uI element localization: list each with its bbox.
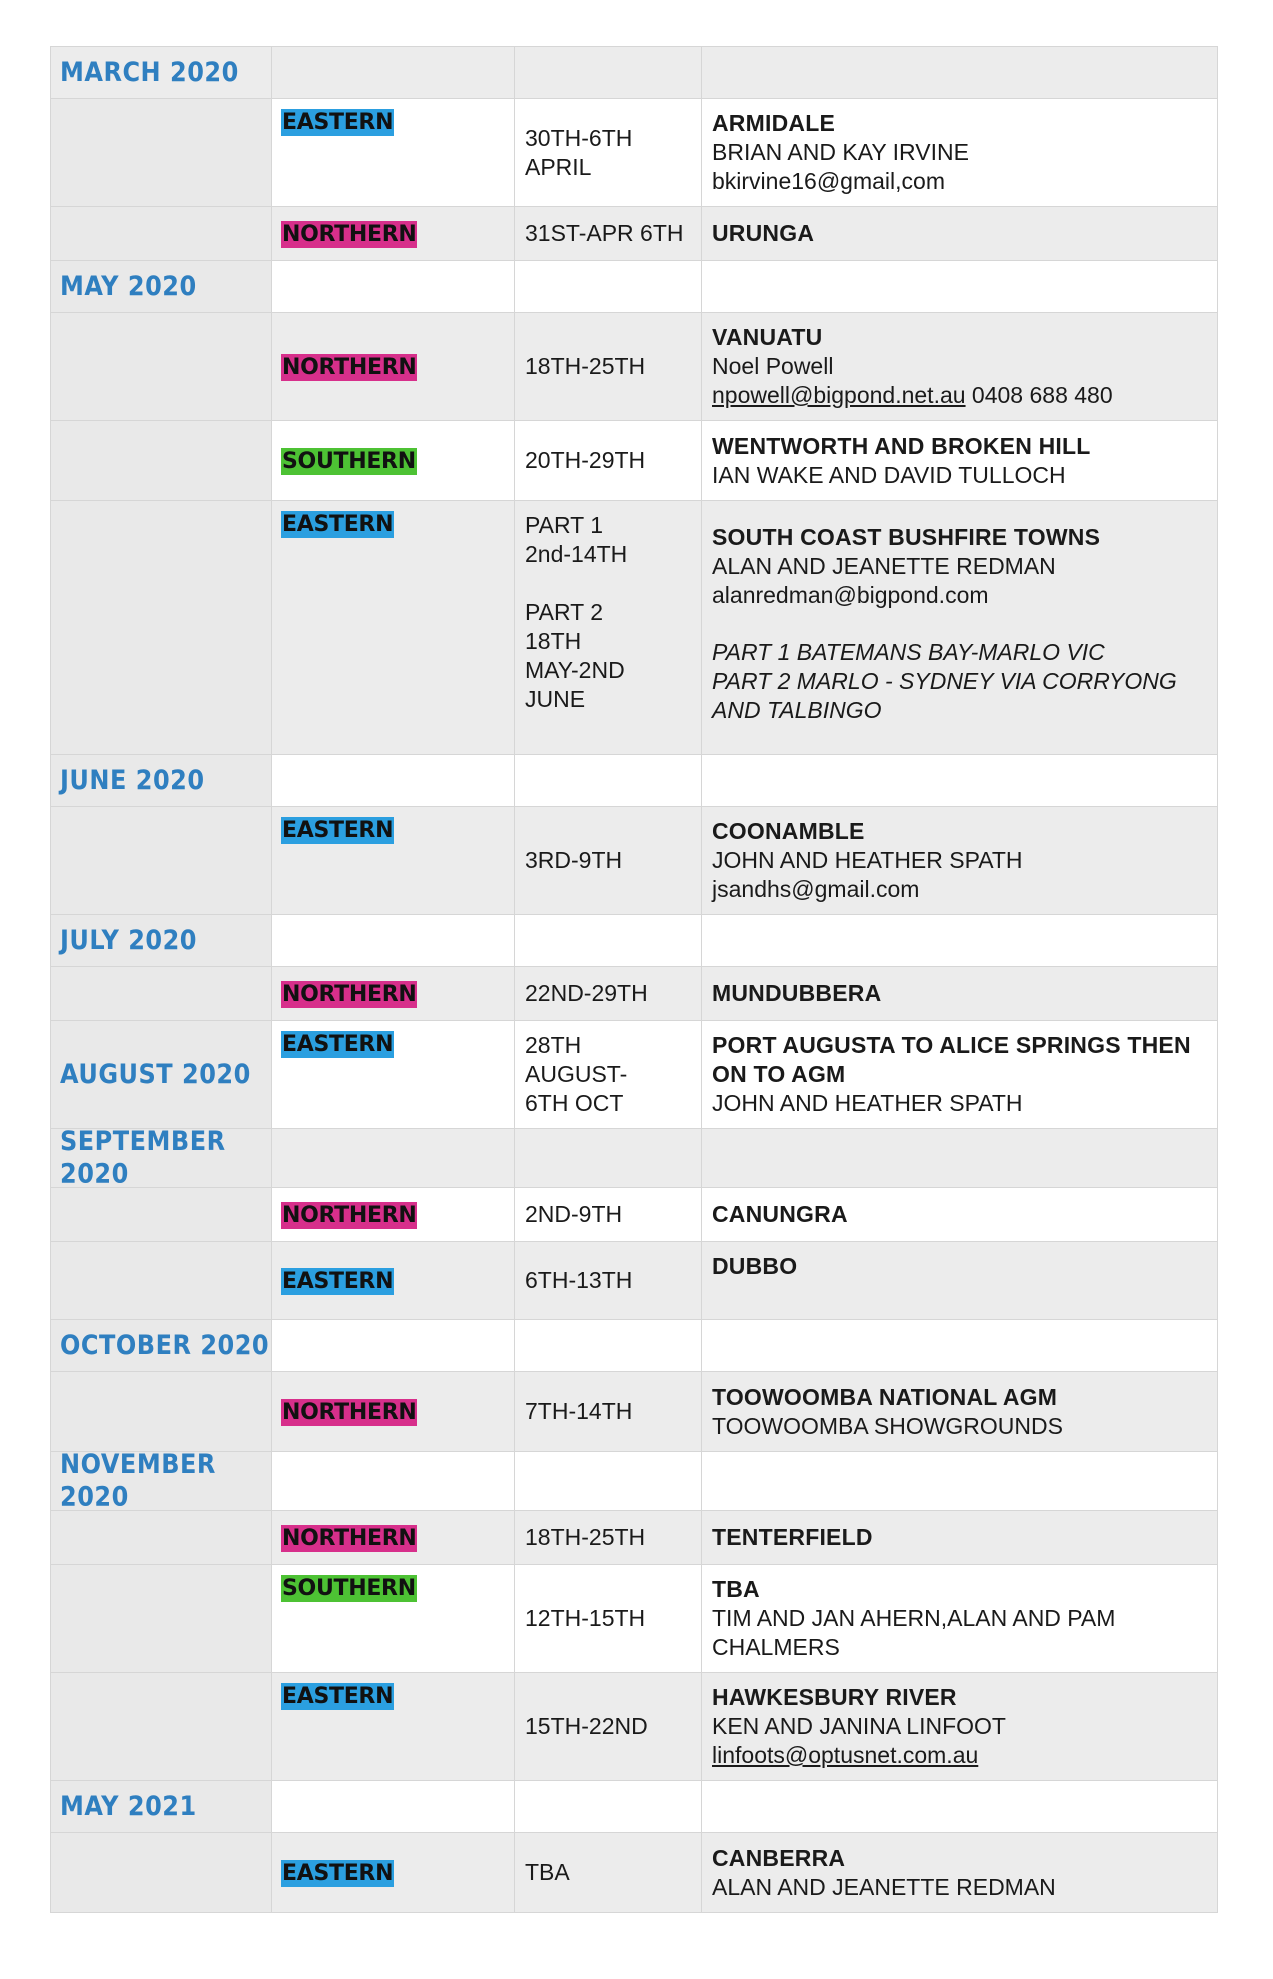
event-row	[51, 1833, 1218, 1913]
month-cell	[51, 1448, 272, 1513]
event-title: URUNGA	[712, 220, 815, 246]
event-title: TOOWOOMBA NATIONAL AGM	[712, 1383, 1058, 1410]
event-title: WENTWORTH AND BROKEN HILL	[712, 432, 1091, 459]
event-title: CANBERRA	[712, 1844, 846, 1871]
month-label: OCTOBER 2020	[60, 1329, 270, 1361]
region-badge-northern: NORTHERN	[282, 222, 417, 247]
event-row	[51, 1372, 1218, 1452]
event-email: jsandhs@gmail.com	[712, 876, 920, 902]
region-badge-northern: NORTHERN	[282, 355, 417, 380]
event-dates: 6TH-13TH	[515, 1242, 702, 1320]
month-row	[51, 1781, 1218, 1833]
event-contact: Noel Powell	[712, 353, 834, 379]
region-badge-northern: NORTHERN	[282, 1526, 417, 1551]
event-row	[51, 207, 1218, 261]
event-contact: CHALMERS	[712, 1634, 840, 1660]
region-badge-eastern: EASTERN	[282, 512, 394, 537]
event-dates: 18TH-25TH	[515, 1511, 702, 1565]
month-row	[51, 1452, 1218, 1511]
region-badge-northern: NORTHERN	[282, 1203, 417, 1228]
month-label: MAY 2021	[60, 1790, 197, 1822]
event-dates: 22ND-29TH	[515, 967, 702, 1021]
region-badge-northern: NORTHERN	[282, 982, 417, 1007]
event-title: TBA	[712, 1576, 760, 1602]
event-row	[51, 1673, 1218, 1781]
event-details	[702, 1565, 1218, 1673]
month-cell	[51, 261, 272, 313]
event-title: DUBBO	[712, 1253, 798, 1279]
region-badge-eastern: EASTERN	[282, 1684, 394, 1709]
event-dates: 3RD-9TH	[515, 807, 702, 915]
event-details	[702, 967, 1218, 1021]
event-details	[702, 1188, 1218, 1242]
event-title: ARMIDALE	[712, 110, 835, 136]
event-details	[702, 1372, 1218, 1452]
month-label: NOVEMBER 2020	[60, 1448, 216, 1513]
event-title: CANUNGRA	[712, 1201, 848, 1227]
month-row	[51, 915, 1218, 967]
event-details	[702, 1833, 1218, 1913]
event-row	[51, 501, 1218, 755]
month-label: MARCH 2020	[60, 56, 239, 88]
event-email: bkirvine16@gmail,com	[712, 168, 945, 194]
month-cell	[51, 1781, 272, 1833]
event-row	[51, 807, 1218, 915]
region-badge-southern: SOUTHERN	[282, 449, 416, 474]
event-details	[702, 501, 1218, 755]
month-cell	[51, 1125, 272, 1190]
event-dates: 30TH-6TH APRIL	[515, 99, 702, 207]
event-row	[51, 313, 1218, 421]
month-row	[51, 1320, 1218, 1372]
region-badge-eastern: EASTERN	[282, 110, 394, 135]
month-cell	[51, 47, 272, 99]
region-badge-eastern: EASTERN	[282, 818, 394, 843]
region-badge-northern: NORTHERN	[282, 1400, 417, 1425]
event-title: MUNDUBBERA	[712, 980, 882, 1006]
event-row	[51, 1565, 1218, 1673]
event-details	[702, 99, 1218, 207]
event-row	[51, 99, 1218, 207]
event-row	[51, 1242, 1218, 1320]
event-row	[51, 967, 1218, 1021]
month-cell	[51, 915, 272, 967]
month-row	[51, 755, 1218, 807]
event-phone: 0408 688 480	[965, 382, 1113, 408]
month-cell	[51, 1320, 272, 1372]
event-contact: ALAN AND JEANETTE REDMAN	[712, 1873, 1056, 1900]
event-details	[702, 807, 1218, 915]
month-label: JUNE 2020	[60, 764, 205, 796]
event-dates: 20TH-29TH	[515, 421, 702, 501]
event-contact: JOHN AND HEATHER SPATH	[712, 847, 1023, 873]
event-email-link[interactable]: npowell@bigpond.net.au	[712, 382, 966, 408]
event-contact: IAN WAKE AND DAVID TULLOCH	[712, 461, 1066, 488]
event-title: SOUTH COAST BUSHFIRE TOWNS	[712, 524, 1101, 550]
event-row	[51, 1188, 1218, 1242]
event-dates: 12TH-15TH	[515, 1565, 702, 1673]
event-title: PORT AUGUSTA TO ALICE SPRINGS THEN	[712, 1032, 1191, 1058]
event-details	[702, 1511, 1218, 1565]
event-title: ON TO AGM	[712, 1061, 846, 1087]
event-dates: 15TH-22ND	[515, 1673, 702, 1781]
event-row	[51, 1021, 1218, 1129]
month-label: AUGUST 2020	[60, 1058, 251, 1090]
event-email-link[interactable]: linfoots@optusnet.com.au	[712, 1742, 979, 1768]
event-title: HAWKESBURY RIVER	[712, 1684, 957, 1710]
month-row	[51, 261, 1218, 313]
event-note: PART 2 MARLO - SYDNEY VIA CORRYONG	[712, 668, 1177, 694]
event-contact: JOHN AND HEATHER SPATH	[712, 1090, 1023, 1116]
region-badge-eastern: EASTERN	[282, 1861, 394, 1886]
month-row	[51, 47, 1218, 99]
region-badge-southern: SOUTHERN	[282, 1576, 416, 1601]
event-note: AND TALBINGO	[712, 697, 882, 723]
events-schedule	[50, 46, 1217, 1913]
month-label: JULY 2020	[60, 924, 198, 956]
event-details	[702, 1673, 1218, 1781]
event-contact: TIM AND JAN AHERN,ALAN AND PAM	[712, 1605, 1116, 1631]
event-title: VANUATU	[712, 324, 823, 350]
event-details	[702, 1021, 1218, 1129]
event-row	[51, 1511, 1218, 1565]
event-dates: PART 1 2nd-14TH PART 2 18TH MAY-2ND JUNE	[515, 501, 702, 755]
event-contact: KEN AND JANINA LINFOOT	[712, 1713, 1006, 1739]
event-details	[702, 1242, 1218, 1320]
event-dates: 31ST-APR 6TH	[515, 207, 702, 261]
event-row	[51, 421, 1218, 501]
event-note: PART 1 BATEMANS BAY-MARLO VIC	[712, 639, 1105, 665]
region-badge-eastern: EASTERN	[282, 1032, 394, 1057]
event-title: TENTERFIELD	[712, 1524, 873, 1550]
event-dates: 18TH-25TH	[515, 313, 702, 421]
event-contact: TOOWOOMBA SHOWGROUNDS	[712, 1412, 1063, 1439]
month-cell	[51, 1021, 272, 1129]
event-contact: ALAN AND JEANETTE REDMAN	[712, 553, 1056, 579]
event-details	[702, 421, 1218, 501]
event-email: alanredman@bigpond.com	[712, 582, 989, 608]
event-title: COONAMBLE	[712, 818, 865, 844]
month-row	[51, 1129, 1218, 1188]
event-dates: 7TH-14TH	[515, 1372, 702, 1452]
event-dates: 2ND-9TH	[515, 1188, 702, 1242]
event-dates: 28TH AUGUST- 6TH OCT	[515, 1021, 702, 1129]
month-cell	[51, 755, 272, 807]
events-table	[50, 46, 1218, 1913]
month-label: SEPTEMBER 2020	[60, 1125, 226, 1190]
event-dates: TBA	[515, 1833, 702, 1913]
event-contact: BRIAN AND KAY IRVINE	[712, 139, 969, 165]
month-label: MAY 2020	[60, 270, 197, 302]
event-details	[702, 207, 1218, 261]
region-badge-eastern: EASTERN	[282, 1269, 394, 1294]
event-details	[702, 313, 1218, 421]
